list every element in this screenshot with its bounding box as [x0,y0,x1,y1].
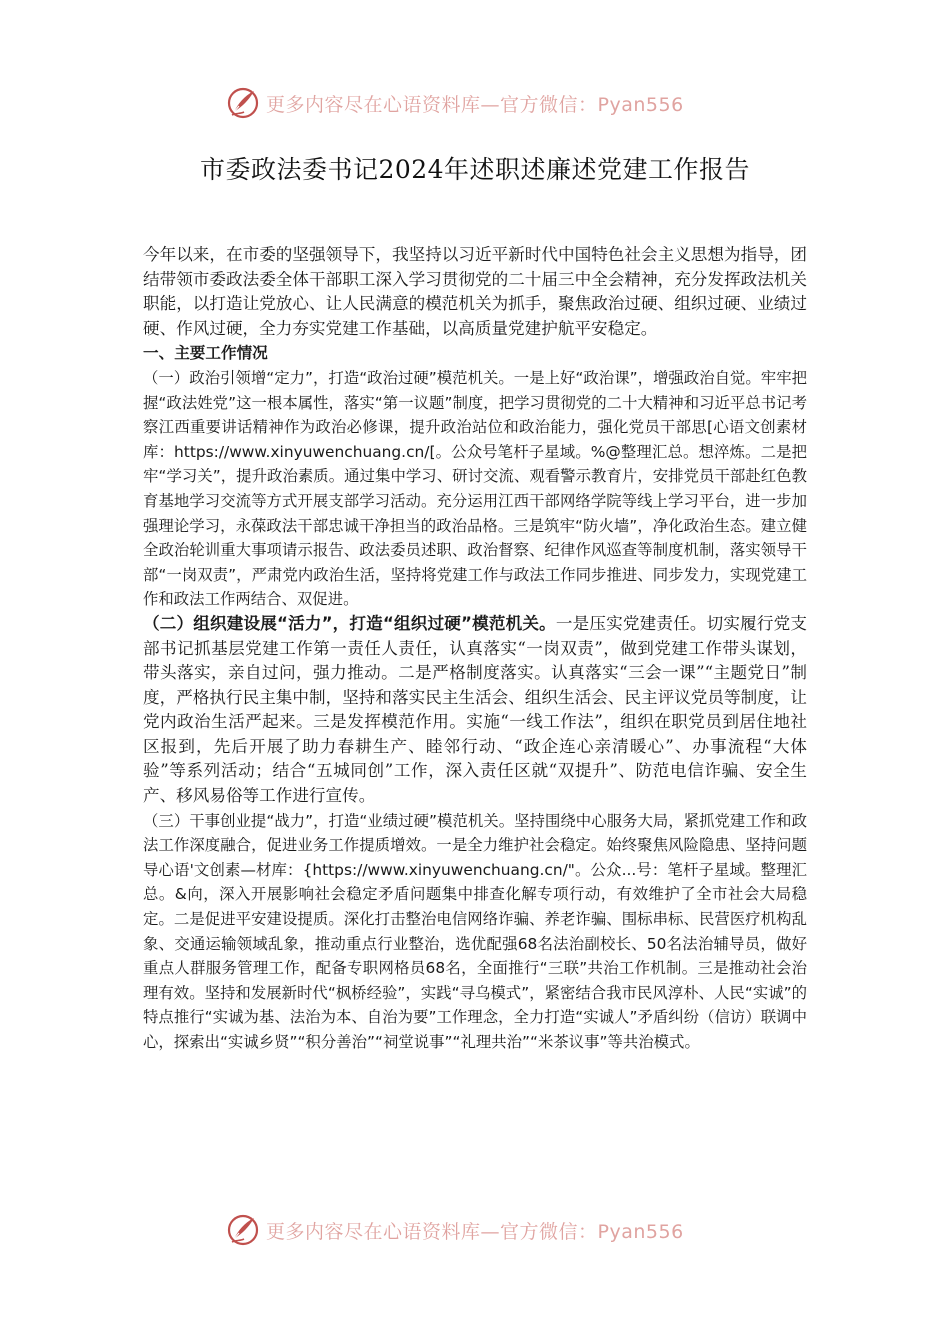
watermark-text-cn: 更多内容尽在心语资料库—官方微信： [266,93,598,116]
quill-pen-logo-icon [226,1213,260,1247]
paragraph-performance: （三）干事创业提“战力”，打造“业绩过硬”模范机关。坚持围绕中心服务大局，紧抓党建工作和政法工作深度融合，促进业务工作提质增效。一是全力维护社会稳定。始终聚焦风险隐患、坚持问题导心语'文创素—材库：{https://www.xinyuwenchuang.cn/"。公众...号：笔杆子星域。整理汇总。&向，深入开展影响社会稳定矛盾问题集中排查化解专项行动，有效维护了全市社会大局稳定。二是促进平安建设提质。深化打击整治电信网络诈骗、养老诈骗、围标串标、民营医疗机构乱象、交通运输领域乱象，推动重点行业整治，选优配强68名法治副校长、50名法治辅导员，做好重点人群服务管理工作，配备专职网格员68名，全面推行“三联”共治工作机制。三是推动社会治理有效。坚持和发展新时代“枫桥经验”，实践“寻乌模式”，紧密结合我市民风淳朴、人民“实诚”的特点推行“实诚为基、法治为本、自治为要”工作理念，全力打造“实诚人”矛盾纠纷（信访）联调中心，探索出“实诚乡贤”“积分善治”“祠堂说事”“礼理共治”“米茶议事”等共治模式。 [143,811,807,1051]
paragraph-political-leadership: （一）政治引领增“定力”，打造“政治过硬”模范机关。一是上好“政治课”，增强政治自觉。牢牢把握“政法姓党”这一根本属性，落实“第一议题”制度，把学习贯彻党的二十大精神和习近平总书记考察江西重要讲话精神作为政治必修课，提升政治站位和政治能力，强化党员干部思[心语文创素材库：https://www.xinyuwenchuang.cn/[。公众号笔杆子星域。%@整理汇总。想淬炼。二是把牢“学习关”，提升政治素质。通过集中学习、研讨交流、观看警示教育片，安排党员干部赴红色教育基地学习交流等方式开展支部学习活动。充分运用江西干部网络学院等线上学习平台，进一步加强理论学习，永葆政法干部忠诚干净担当的政治品格。三是筑牢“防火墙”，净化政治生态。建立健全政治轮训重大事项请示报告、政法委员述职、政治督察、纪律作风巡查等制度机制，落实领导干部“一岗双责”，严肃党内政治生活，坚持将党建工作与政法工作同步推进、同步发力，实现党建工作和政法工作两结合、双促进。 [143,368,807,609]
paragraph-organization-body: 一是压实党建责任。切实履行党支部书记抓基层党建工作第一责任人责任，认真落实“一岗双责”，做到党建工作带头谋划，带头落实，亲自过问，强力推动。二是严格制度落实。认真落实“三会一课”“主题党日”制度，严格执行民主集中制，坚持和落实民主生活会、组织生活会、民主评议党员等制度，让党内政治生活严起来。三是发挥模范作用。实施“一线工作法”，组织在职党员到居住地社区报到，先后开展了助力春耕生产、睦邻行动、“政企连心亲清暖心”、办事流程“大体验”等系列活动；结合“五城同创”工作，深入责任区就“双提升”、防范电信诈骗、安全生产、移风易俗等工作进行宣传。 [143,613,808,806]
intro-paragraph: 今年以来，在市委的坚强领导下，我坚持以习近平新时代中国特色社会主义思想为指导，团结带领市委政法委全体干部职工深入学习贯彻党的二十届三中全会精神，充分发挥政法机关职能，以打造让党放心、让人民满意的模范机关为抓手，聚焦政治过硬、组织过硬、业绩过硬、作风过硬，全力夯实党建工作基础，以高质量党建护航平安稳定。 [143,245,807,338]
watermark-header [226,86,746,120]
paragraph-organization-building [143,612,807,809]
watermark-text-cn: 更多内容尽在心语资料库—官方微信： [266,1220,598,1243]
quill-pen-logo-icon [226,86,260,120]
watermark-wechat-id: Pyan556 [597,93,684,116]
watermark-footer [226,1213,746,1247]
paragraph-organization-lead: （二）组织建设展“活力”，打造“组织过硬”模范机关。 [143,613,556,633]
watermark-wechat-id: Pyan556 [597,1220,684,1243]
document-body [143,243,807,1055]
document-title: 市委政法委书记2024年述职述廉述党建工作报告 [199,155,751,184]
watermark-text [266,90,684,117]
section-heading-main-work: 一、主要工作情况 [143,344,268,363]
watermark-text [266,1217,684,1244]
